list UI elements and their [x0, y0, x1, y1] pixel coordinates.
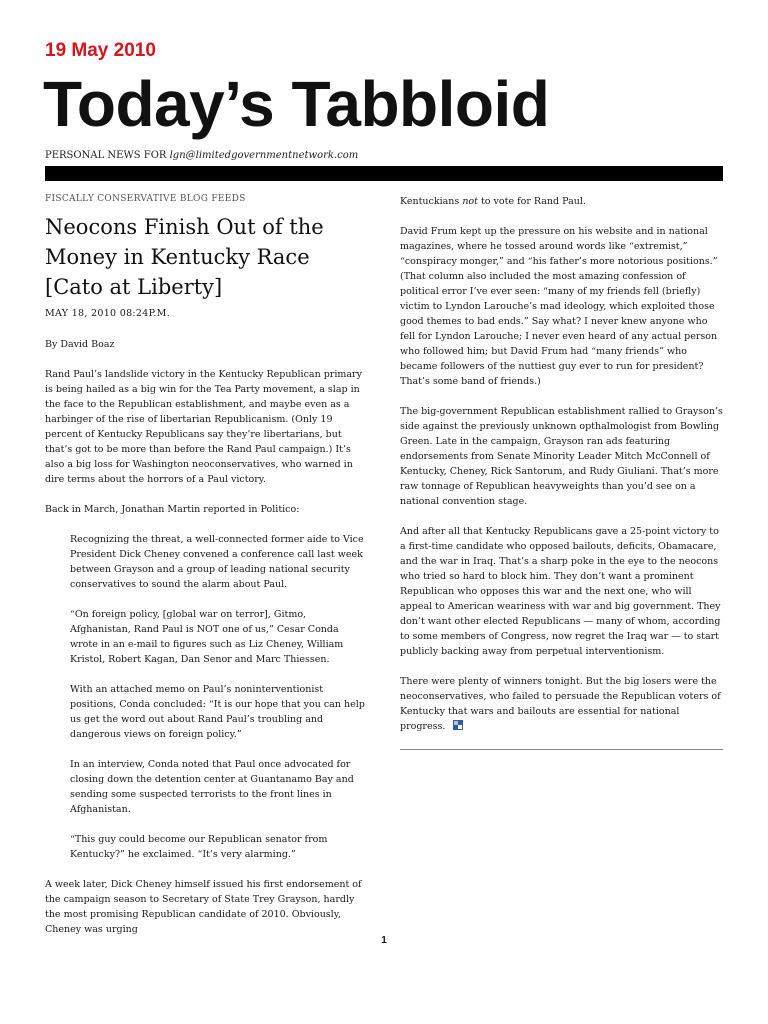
body-paragraph: David Frum kept up the pressure on his website and in national magazines, where he tossed around words like “extremist,” “conspiracy monger,” and “his father’s more notorious positions.” (That column also included the most amazing confession of political error I’ve ever seen: “many of my friends fell (briefly) victim to Lyndon Larouche’s mad ideology, which exploited those good themes to bad ends.” Say what? I never knew anyone who fell for Lyndon Larouche; I never even heard of any actual person who followed him; but David Frum had “many friends” who became followers of the nuttiest guy ever to run for president? That’s some band of friends.)	[400, 226, 718, 387]
personal-news-line	[45, 150, 358, 161]
blockquote-paragraph: “On foreign policy, [global war on terror], Gitmo, Afghanistan, Rand Paul is NOT one of us,” Cesar Conda wrote in an e-mail to figures such as Liz Cheney, William Kristol, Robert Kagan, Dan Senor and Marc Thiessen.	[70, 609, 344, 665]
article-byline: By David Boaz	[45, 339, 115, 350]
blockquote-paragraph: In an interview, Conda noted that Paul once advocated for closing down the detention center at Guantanamo Bay and sending some suspected terrorists to the front lines in Afghanistan.	[70, 759, 354, 815]
header-rule-bar	[45, 166, 723, 181]
body-paragraph: A week later, Dick Cheney himself issued his first endorsement of the campaign season to Secretary of State Trey Grayson, hardly the most promising Republican candidate of 2010. Obviously, Cheney was urging	[45, 879, 362, 935]
body-paragraph: Back in March, Jonathan Martin reported in Politico:	[45, 504, 300, 515]
masthead-title: Today’s Tabbloid	[43, 68, 550, 140]
left-column	[45, 194, 365, 952]
personal-news-label: PERSONAL NEWS FOR	[45, 150, 167, 161]
body-paragraph-continued: Kentuckians not to vote for Rand Paul.	[400, 196, 586, 207]
article-headline[interactable]: Neocons Finish Out of the Money in Kentucky Race [Cato at Liberty]	[45, 215, 324, 299]
recipient-email[interactable]: lgn@limitedgovernmentnetwork.com	[169, 150, 359, 161]
page-number: 1	[381, 935, 387, 946]
article-timestamp: MAY 18, 2010 08:24P.M.	[45, 308, 171, 319]
body-paragraph: The big-government Republican establishment rallied to Grayson’s side against the previously unknown opthalmologist from Bowling Green. Late in the campaign, Grayson ran ads featuring endorsements from Senate Minority Leader Mitch McConnell of Kentucky, Cheney, Rick Santorum, and Rudy Giuliani. That’s more raw tonnage of Republican heavyweights than you’d see on a national convention stage.	[400, 406, 723, 507]
blockquote-paragraph: With an attached memo on Paul’s noninterventionist positions, Conda concluded: “It is our hope that you can help us get the word out about Rand Paul’s troubling and dangerous views on foreign policy.”	[70, 684, 365, 740]
feed-category: FISCALLY CONSERVATIVE BLOG FEEDS	[45, 194, 246, 204]
final-paragraph: There were plenty of winners tonight. But the big losers were the neoconservatives, who failed to persuade the Republican voters of Kentucky that wars and bailouts are essential for national progress.	[400, 676, 721, 732]
blockquote-paragraph: Recognizing the threat, a well-connected former aide to Vice President Dick Cheney convened a conference call last week between Grayson and a group of leading national security conservatives to sound the alarm about Paul.	[70, 534, 364, 590]
article-end-divider	[400, 749, 723, 750]
share-icon[interactable]	[453, 720, 463, 730]
issue-date: 19 May 2010	[45, 40, 156, 61]
body-paragraph: Rand Paul’s landslide victory in the Kentucky Republican primary is being hailed as a big win for the Tea Party movement, a slap in the face to the Republican establishment, and maybe even as a harbinger of the rise of libertarian Republicanism. (Only 19 percent of Kentucky Republicans say they’re libertarians, but that’s got to be more than before the Rand Paul campaign.) It’s also a big loss for Washington neoconservatives, who warned in dire terms about the horrors of a Paul victory.	[45, 369, 362, 485]
body-paragraph: And after all that Kentucky Republicans gave a 25-point victory to a first-time candidate who opposed bailouts, deficits, Obamacare, and the war in Iraq. That’s a sharp poke in the eye to the neocons who tried so hard to block him. They don’t want a prominent Republican who opposes this war and the next one, who will appeal to American weariness with war and big government. They don’t want other elected Republicans — many of whom, according to some members of Congress, now regret the Iraq war — to start publicly backing away from perpetual interventionism.	[400, 526, 721, 657]
emphasis-not: not	[462, 196, 478, 207]
right-column	[400, 194, 723, 750]
blockquote-paragraph: “This guy could become our Republican senator from Kentucky?” he exclaimed. “It’s very alarming.”	[70, 834, 328, 860]
